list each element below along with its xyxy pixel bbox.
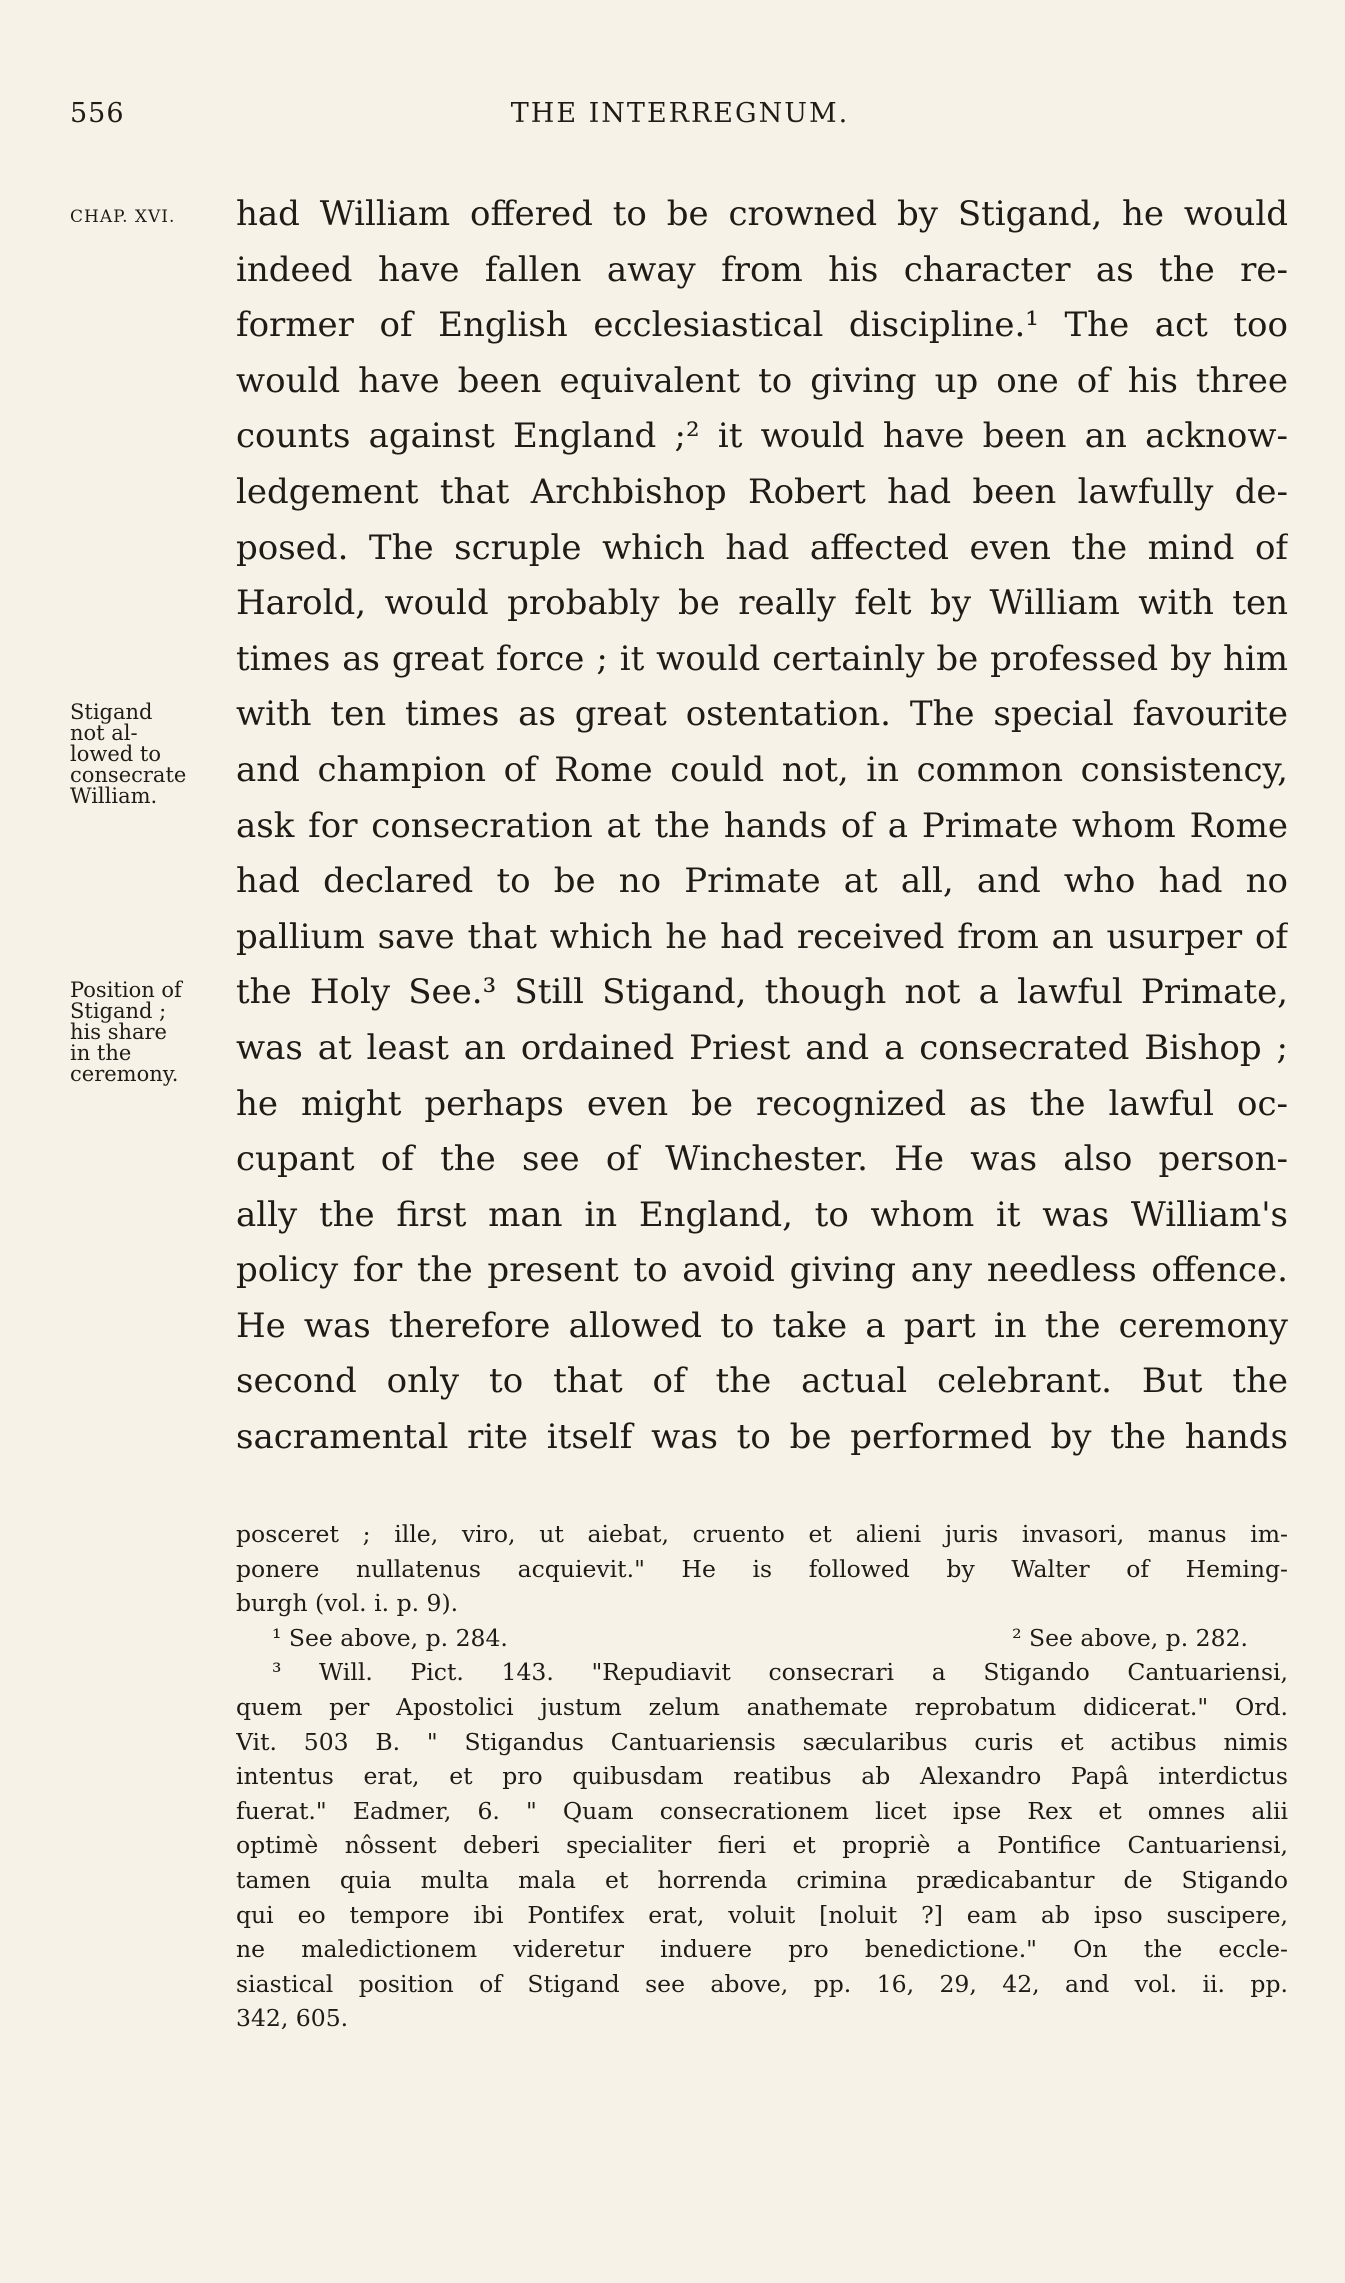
footnote-line: burgh (vol. i. p. 9). — [236, 1589, 459, 1618]
footnote-3-line: siastical position of Stigand see above, pp. 16, 29, 42, and vol. ii. pp. — [236, 1969, 1288, 1998]
footnote-3-line: ³ Will. Pict. 143. "Repudiavit consecrari a Stigando Cantuariensi, — [272, 1658, 1288, 1687]
text-line: posed. The scruple which had affected even the mind of — [236, 527, 1288, 568]
text-line: indeed have fallen away from his character as the re- — [236, 249, 1288, 290]
footnote-3-line: qui eo tempore ibi Pontifex erat, voluit [noluit ?] eam ab ipso suscipere, — [236, 1900, 1288, 1929]
sidenote-line: consecrate — [70, 763, 187, 787]
footnote-3-line: fuerat." Eadmer, 6. " Quam consecrationem licet ipse Rex et omnes alii — [236, 1796, 1288, 1825]
text-line: he might perhaps even be recognized as the lawful oc- — [236, 1083, 1288, 1124]
footnote-3-line: quem per Apostolici justum zelum anathemate reprobatum didicerat." Ord. — [236, 1692, 1288, 1721]
text-line: had declared to be no Primate at all, and who had no — [236, 861, 1288, 902]
page-header — [70, 98, 1290, 138]
running-head: THE INTERREGNUM. — [510, 98, 850, 129]
sidenote-stigand-not-allowed — [70, 702, 230, 807]
text-line: the Holy See.³ Still Stigand, though not a lawful Primate, — [236, 972, 1288, 1013]
text-line: ally the first man in England, to whom it was William's — [236, 1194, 1288, 1235]
chapter-label: CHAP. XVI. — [70, 207, 176, 227]
footnote-3-line: Vit. 503 B. " Stigandus Cantuariensis sæcularibus curis et actibus nimis — [236, 1727, 1288, 1756]
text-line: cupant of the see of Winchester. He was also person- — [236, 1139, 1288, 1180]
text-line: would have been equivalent to giving up one of his three — [236, 360, 1288, 401]
footnotes — [236, 1517, 1288, 2036]
page-number: 556 — [70, 98, 125, 129]
text-line: second only to that of the actual celebrant. But the — [236, 1361, 1288, 1402]
sidenote-line: William. — [70, 784, 158, 808]
footnote-3-line: intentus erat, et pro quibusdam reatibus ab Alexandro Papâ interdictus — [236, 1762, 1288, 1791]
sidenote-line: not al- — [70, 721, 138, 745]
text-line: counts against England ;² it would have been an acknow- — [236, 416, 1288, 457]
sidenote-line: his share — [70, 1020, 167, 1044]
sidenote-position-of-stigand — [70, 980, 230, 1085]
text-line: former of English ecclesiastical discipline.¹ The act too — [236, 305, 1288, 346]
text-line: with ten times as great ostentation. The special favourite — [236, 694, 1288, 735]
text-line: sacramental rite itself was to be performed by the hands — [236, 1417, 1288, 1458]
footnote-3-line: 342, 605. — [236, 2004, 349, 2033]
sidenote-line: ceremony. — [70, 1062, 179, 1086]
text-line: ledgement that Archbishop Robert had been lawfully de- — [236, 471, 1288, 512]
text-line: had William offered to be crowned by Stigand, he would — [236, 194, 1288, 234]
footnote-3-line: ne maledictionem videretur induere pro benedictione." On the eccle- — [236, 1935, 1288, 1964]
text-line: Harold, would probably be really felt by William with ten — [236, 583, 1288, 624]
text-line: policy for the present to avoid giving any needless offence. — [236, 1250, 1288, 1291]
text-line: times as great force ; it would certainly be professed by him — [236, 638, 1288, 679]
text-line: ask for consecration at the hands of a Primate whom Rome — [236, 805, 1288, 846]
footnote-row-1-2 — [236, 1621, 1288, 1656]
sidenote-line: lowed to — [70, 742, 161, 766]
text-line: was at least an ordained Priest and a consecrated Bishop ; — [236, 1027, 1288, 1068]
sidenote-line: Position of — [70, 978, 182, 1002]
footnote-3-line: tamen quia multa mala et horrenda crimina prædicabantur de Stigando — [236, 1865, 1288, 1894]
text-line: He was therefore allowed to take a part in the ceremony — [236, 1305, 1288, 1346]
footnote-3-line: optimè nôssent deberi specialiter fieri et propriè a Pontifice Cantuariensi, — [236, 1831, 1288, 1860]
sidenote-line: Stigand — [70, 700, 153, 724]
footnote-2: ² See above, p. 282. — [1012, 1623, 1248, 1652]
main-text — [236, 187, 1288, 1466]
footnote-line: posceret ; ille, viro, ut aiebat, cruento et alieni juris invasori, manus im- — [236, 1520, 1288, 1548]
sidenote-line: Stigand ; — [70, 999, 167, 1023]
sidenote-line: in the — [70, 1041, 132, 1065]
text-line: pallium save that which he had received from an usurper of — [236, 916, 1288, 957]
text-line: and champion of Rome could not, in common consistency, — [236, 749, 1288, 790]
footnote-line: ponere nullatenus acquievit." He is followed by Walter of Heming- — [236, 1554, 1288, 1583]
footnote-1: ¹ See above, p. 284. — [272, 1623, 508, 1652]
